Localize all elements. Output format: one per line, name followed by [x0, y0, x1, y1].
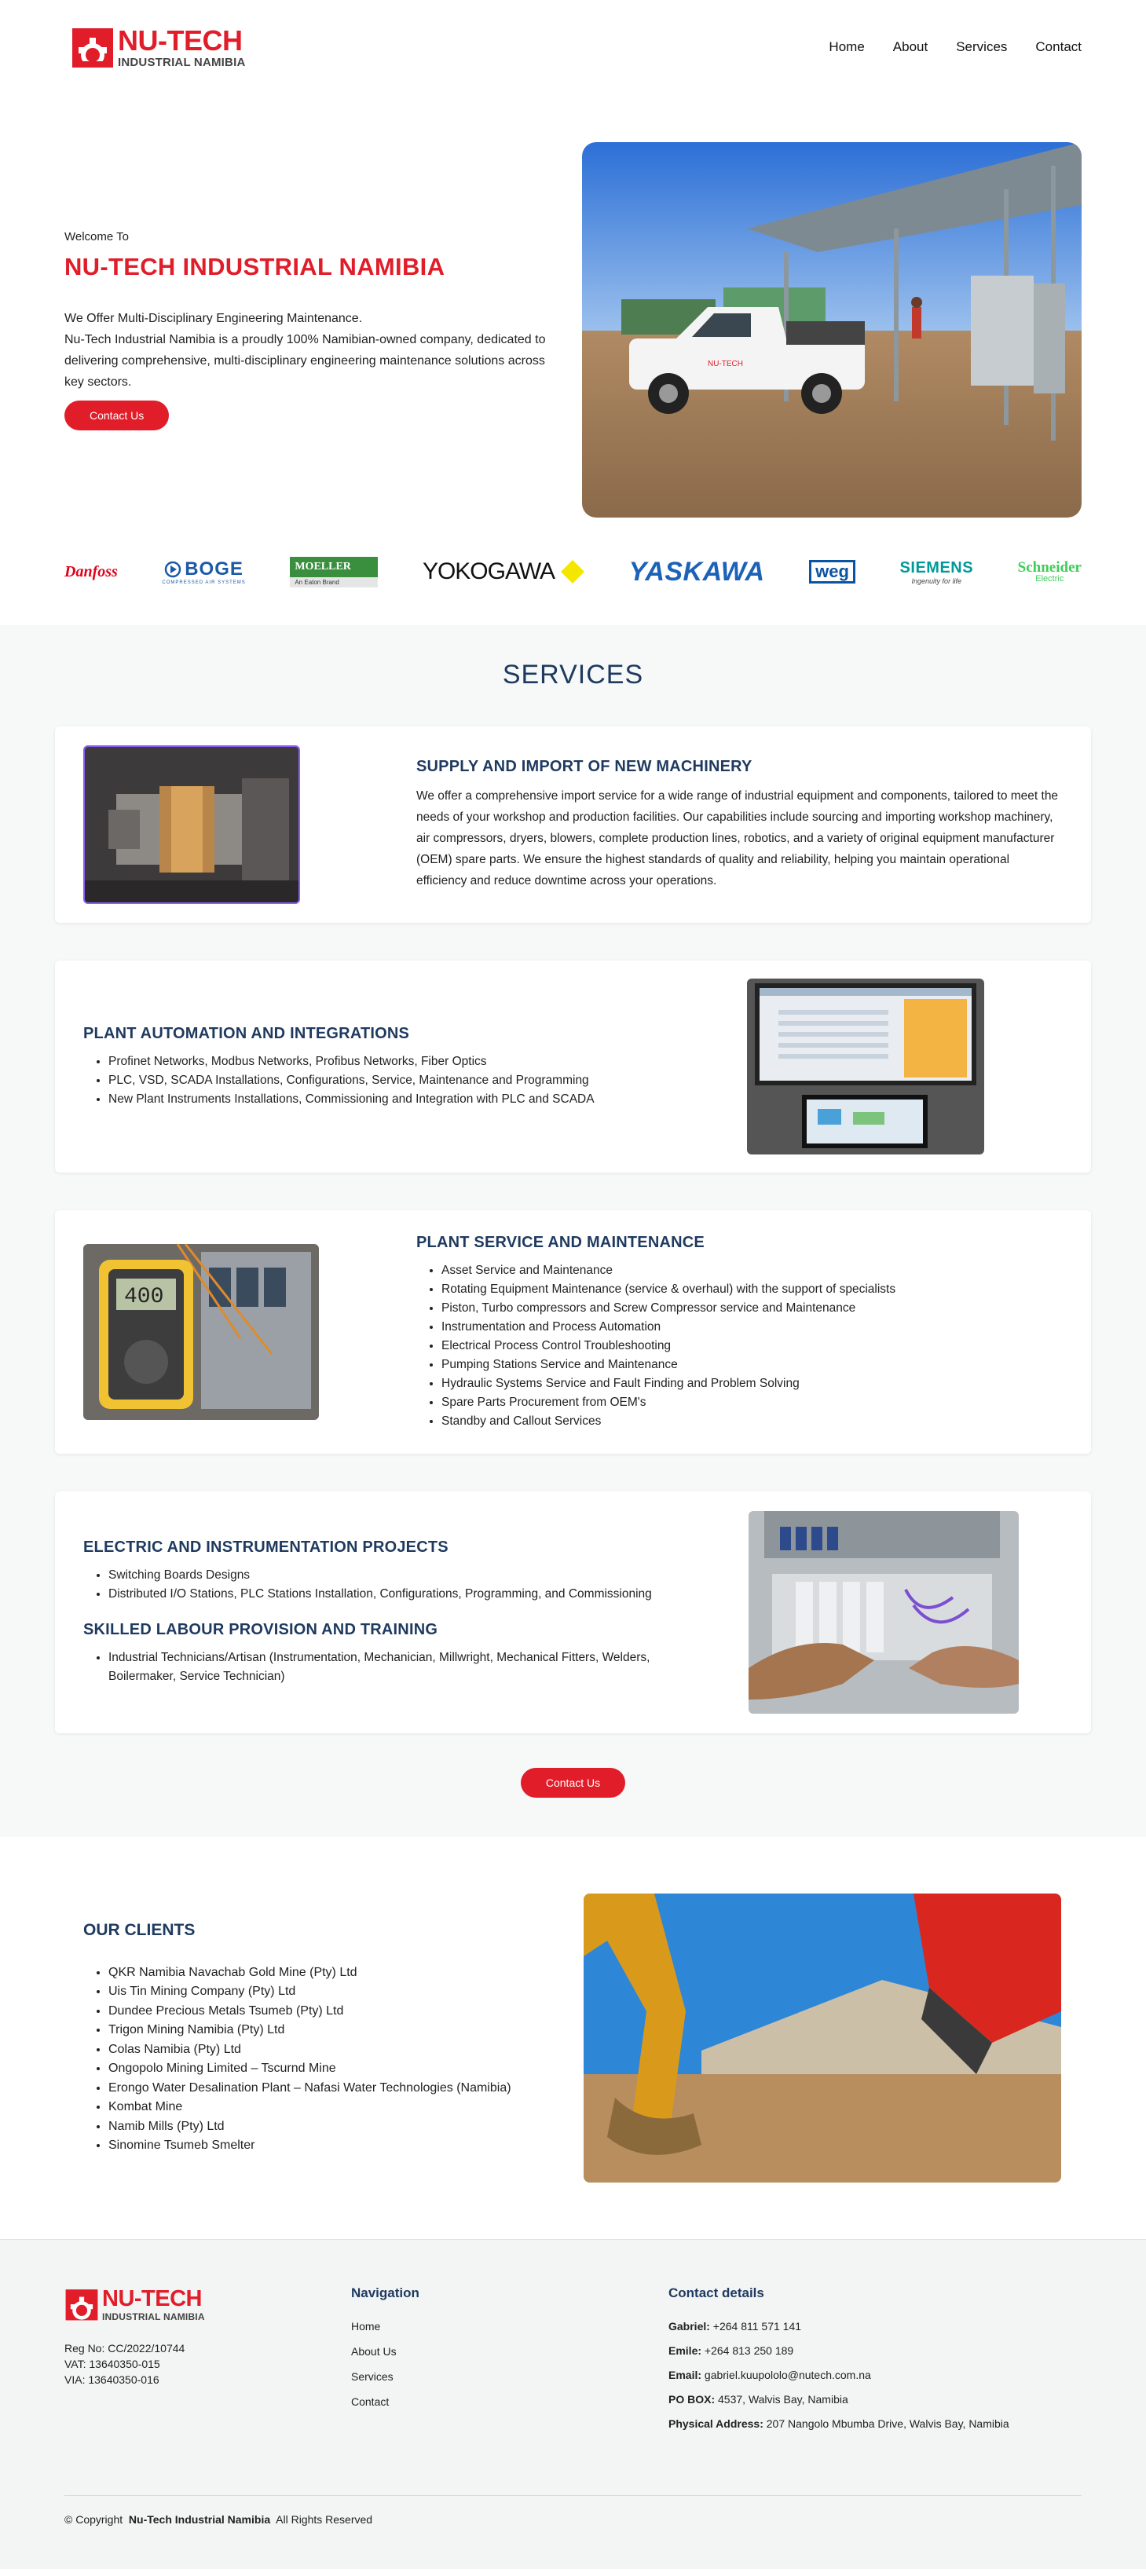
brand-danfoss: Danfoss: [64, 562, 118, 580]
contact-value[interactable]: +264 811 571 141: [712, 2320, 802, 2333]
hero-welcome: Welcome To: [64, 229, 129, 243]
contact-pobox: [668, 2393, 1082, 2406]
hero-title: NU-TECH INDUSTRIAL NAMIBIA: [64, 252, 445, 280]
services-cta: [55, 1768, 1091, 1798]
clients-title: OUR CLIENTS: [83, 1920, 196, 1939]
contact-gabriel: [668, 2320, 1082, 2333]
automation-title: PLANT AUTOMATION AND INTEGRATIONS: [83, 1024, 410, 1042]
list-item: • Instrumentation and Process Automation: [441, 1318, 1063, 1337]
siemens-label: SIEMENS: [899, 558, 974, 576]
service-card-electric: [55, 1491, 1091, 1733]
footer-contact: [668, 2285, 1082, 2442]
boge-play-icon: [164, 561, 181, 578]
list-item: • Distributed I/O Stations, PLC Stations Installation, Configurations, Programming, and Commissioning: [108, 1585, 749, 1604]
main-nav: [829, 39, 1082, 55]
electric-list: [83, 1566, 749, 1604]
contact-label: Email:: [668, 2369, 702, 2381]
boge-label: BOGE: [185, 558, 243, 580]
contact-emile: [668, 2344, 1082, 2357]
hero-section: [0, 94, 1146, 518]
list-item: • Electrical Process Control Troubleshooting: [441, 1337, 1063, 1356]
contact-email: [668, 2369, 1082, 2381]
hero-text-block: [64, 230, 559, 430]
services-section: [0, 625, 1146, 1837]
service-card-supply: [55, 726, 1091, 923]
brand-logos-strip: [0, 518, 1146, 625]
copyright-name: Nu-Tech Industrial Namibia: [128, 2513, 271, 2526]
logo-subtitle: INDUSTRIAL NAMIBIA: [118, 55, 246, 69]
image-multimeter-panel: [83, 1244, 319, 1420]
list-item: • Ongopolo Mining Limited – Tscurnd Mine: [108, 2059, 511, 2079]
brand-yokogawa: [423, 558, 584, 585]
contact-label: PO BOX:: [668, 2393, 716, 2406]
footer-reg: Reg No: CC/2022/10744: [64, 2342, 185, 2355]
list-item: • Profinet Networks, Modbus Networks, Profibus Networks, Fiber Optics: [108, 1052, 747, 1071]
hero-description: Nu-Tech Industrial Namibia is a proudly 100% Namibian-owned company, dedicated to delivering comprehensive, multi-disciplinary engineering maintenance solutions across key sectors.: [64, 332, 546, 389]
list-item: • Asset Service and Maintenance: [441, 1261, 1063, 1280]
moeller-label: MOELLER: [290, 557, 378, 577]
service-card-maintenance: [55, 1210, 1091, 1454]
list-item: • Uis Tin Mining Company (Pty) Ltd: [108, 1982, 511, 2002]
supply-text: We offer a comprehensive import service for a wide range of industrial equipment and components, tailored to meet the needs of your workshop and production facilities. Our capabilities include sourcing and importing workshop machinery, air compressors, dryers, blowers, complete production lines, robotics, and a variety of original equipment manufacturer (OEM) spare parts. We ensure the highest standards of quality and reliability, helping you maintain operational efficiency and reduce downtime across your operations.: [416, 789, 1059, 887]
list-item: • Rotating Equipment Maintenance (service & overhaul) with the support of specialists: [441, 1280, 1063, 1299]
list-item: • Kombat Mine: [108, 2098, 511, 2117]
footer-logo-title: NU-TECH: [102, 2285, 202, 2311]
schneider-label: Schneider: [1017, 559, 1082, 576]
labour-title: SKILLED LABOUR PROVISION AND TRAINING: [83, 1621, 438, 1638]
contact-address: [668, 2417, 1082, 2430]
nav-about[interactable]: About: [892, 39, 928, 54]
contact-value: 4537, Walvis Bay, Namibia: [718, 2393, 848, 2406]
image-scada-monitor: [747, 979, 984, 1154]
list-item: • Colas Namibia (Pty) Ltd: [108, 2040, 511, 2060]
nav-services[interactable]: Services: [956, 39, 1008, 54]
gear-logo-icon: [64, 2285, 99, 2323]
yokogawa-diamond-icon: [561, 560, 584, 584]
schneider-sub: Electric: [1035, 574, 1064, 584]
footer-link-services[interactable]: Services: [351, 2370, 394, 2383]
clients-section: [0, 1837, 1146, 2239]
footer-via: VIA: 13640350-016: [64, 2373, 159, 2386]
boge-sub: COMPRESSED AIR SYSTEMS: [162, 580, 246, 585]
truck-sign-text: NU-TECH: [708, 360, 743, 368]
copyright: [64, 2496, 1082, 2526]
maintenance-list: [416, 1261, 1063, 1431]
footer-nav-title: Navigation: [351, 2285, 419, 2300]
list-item: • Trigon Mining Namibia (Pty) Ltd: [108, 2021, 511, 2040]
brand-boge: [162, 558, 245, 585]
list-item: • Standby and Callout Services: [441, 1412, 1063, 1431]
list-item: • New Plant Instruments Installations, Commissioning and Integration with PLC and SCADA: [108, 1090, 747, 1109]
footer-logo[interactable]: [64, 2285, 351, 2323]
brand-siemens: [900, 559, 974, 585]
moeller-sub: An Eaton Brand: [290, 577, 378, 587]
footer-link-contact[interactable]: Contact: [351, 2395, 390, 2408]
automation-list: [83, 1052, 747, 1109]
service-card-automation: [55, 961, 1091, 1173]
contact-value[interactable]: +264 813 250 189: [704, 2344, 794, 2357]
yokogawa-label: YOKOGAWA: [422, 558, 555, 584]
electric-title: ELECTRIC AND INSTRUMENTATION PROJECTS: [83, 1539, 449, 1556]
footer-vat: VAT: 13640350-015: [64, 2358, 160, 2370]
list-item: • PLC, VSD, SCADA Installations, Configurations, Service, Maintenance and Programming: [108, 1071, 747, 1090]
footer-company: [64, 2285, 351, 2442]
list-item: • Namib Mills (Pty) Ltd: [108, 2117, 511, 2137]
list-item: • Sinomine Tsumeb Smelter: [108, 2136, 511, 2156]
nav-contact[interactable]: Contact: [1035, 39, 1082, 54]
logo-title: NU-TECH: [118, 24, 243, 57]
hero-contact-button[interactable]: Contact Us: [64, 401, 169, 430]
footer-navigation: [351, 2285, 668, 2442]
image-excavator: [584, 1894, 1061, 2183]
copyright-suffix: All Rights Reserved: [276, 2513, 373, 2526]
hero-image-truck: [582, 142, 1082, 518]
list-item: • Spare Parts Procurement from OEM's: [441, 1393, 1063, 1412]
list-item: • Erongo Water Desalination Plant – Nafasi Water Technologies (Namibia): [108, 2079, 511, 2098]
brand-moeller: [290, 557, 378, 587]
contact-value: 207 Nangolo Mbumba Drive, Walvis Bay, Namibia: [766, 2417, 1009, 2430]
contact-value[interactable]: gabriel.kuupololo@nutech.com.na: [704, 2369, 871, 2381]
services-title: SERVICES: [502, 660, 644, 690]
list-item: • Switching Boards Designs: [108, 1566, 749, 1585]
nav-home[interactable]: Home: [829, 39, 865, 54]
site-header: [0, 0, 1146, 94]
supply-title: SUPPLY AND IMPORT OF NEW MACHINERY: [416, 758, 752, 775]
list-item: • Hydraulic Systems Service and Fault Finding and Problem Solving: [441, 1374, 1063, 1393]
image-plc-wiring: [749, 1511, 1019, 1714]
list-item: • Industrial Technicians/Artisan (Instrumentation, Mechanician, Millwright, Mechanical Fitters, Welders, Boilermaker, Service Technician): [108, 1648, 680, 1686]
list-item: • Pumping Stations Service and Maintenance: [441, 1356, 1063, 1374]
logo[interactable]: [71, 24, 245, 71]
contact-label: Physical Address:: [668, 2417, 763, 2430]
brand-yaskawa: YASKAWA: [628, 556, 765, 587]
list-item: • Piston, Turbo compressors and Screw Compressor service and Maintenance: [441, 1299, 1063, 1318]
gear-logo-icon: [71, 24, 115, 71]
footer-contact-title: Contact details: [668, 2285, 764, 2300]
image-machinery-bearing: [83, 745, 300, 904]
site-footer: [0, 2239, 1146, 2569]
clients-list-block: [83, 1921, 511, 2156]
list-item: • QKR Namibia Navachab Gold Mine (Pty) Ltd: [108, 1963, 511, 1983]
contact-label: Emile:: [668, 2344, 702, 2357]
maintenance-title: PLANT SERVICE AND MAINTENANCE: [416, 1233, 705, 1251]
contact-label: Gabriel:: [668, 2320, 710, 2333]
brand-weg: weg: [809, 560, 855, 584]
clients-list: [83, 1963, 511, 2156]
copyright-prefix: © Copyright: [64, 2513, 123, 2526]
footer-logo-subtitle: INDUSTRIAL NAMIBIA: [102, 2311, 205, 2322]
hero-tagline: We Offer Multi-Disciplinary Engineering Maintenance.: [64, 311, 363, 325]
siemens-sub: Ingenuity for life: [911, 576, 962, 585]
list-item: • Dundee Precious Metals Tsumeb (Pty) Ltd: [108, 2002, 511, 2022]
footer-link-home[interactable]: Home: [351, 2320, 381, 2333]
brand-schneider: [1018, 560, 1082, 584]
services-contact-button[interactable]: Contact Us: [521, 1768, 625, 1798]
footer-link-about[interactable]: About Us: [351, 2345, 397, 2358]
labour-list: [83, 1648, 680, 1686]
meter-reading: 400: [124, 1285, 164, 1309]
